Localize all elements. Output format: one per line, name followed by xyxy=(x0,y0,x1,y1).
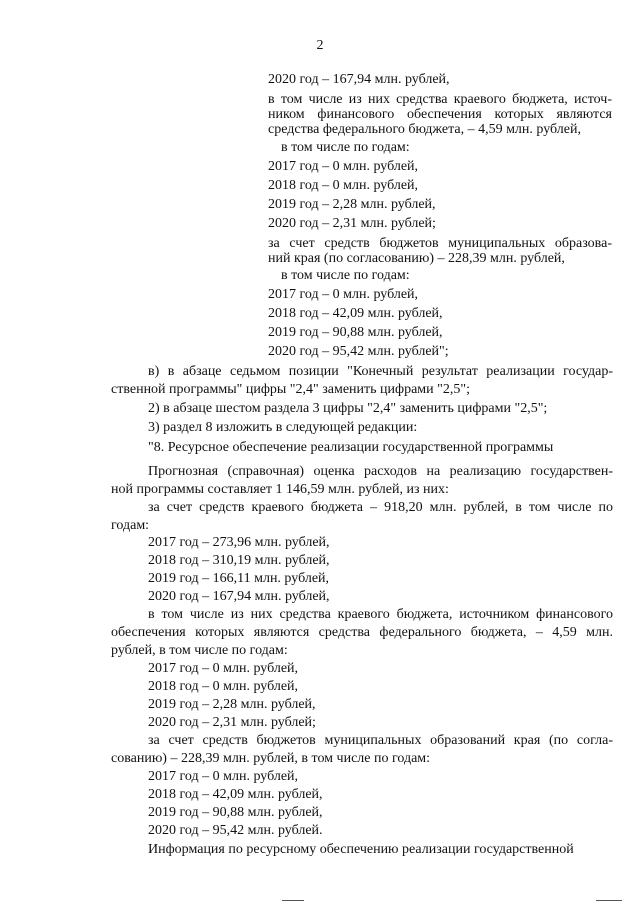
line-mun-2019: 2019 год – 90,88 млн. рублей, xyxy=(148,805,323,820)
text-line: ственной программы" цифры "2,4" заменить цифрами "2,5"; xyxy=(111,382,470,397)
line-reg-2019: 2019 год – 166,11 млн. рублей, xyxy=(148,571,330,586)
table-line-2020-total: 2020 год – 167,94 млн. рублей, xyxy=(268,72,450,87)
paragraph-regional xyxy=(111,499,613,535)
table-municipal-paragraph xyxy=(268,236,612,266)
table-line-fed-2017: 2017 год – 0 млн. рублей, xyxy=(268,159,419,174)
table-federal-line: ником финансового обеспечения которых являются xyxy=(268,107,612,122)
text-line: годам: xyxy=(111,518,150,533)
text-line: рублей, в том числе по годам: xyxy=(111,643,288,658)
line-reg-2020: 2020 год – 167,94 млн. рублей, xyxy=(148,589,330,604)
text-line: Прогнозная (справочная) оценка расходов на реализацию государствен- xyxy=(148,464,613,479)
line-fed-2017: 2017 год – 0 млн. рублей, xyxy=(148,661,299,676)
text-line: в) в абзаце седьмом позиции "Конечный результат реализации государ- xyxy=(148,364,613,379)
paragraph-federal xyxy=(111,606,613,660)
text-line: обеспечения которых являются средства федерального бюджета, – 4,59 млн. xyxy=(111,625,613,640)
table-line-fed-2020: 2020 год – 2,31 млн. рублей; xyxy=(268,216,436,231)
line-mun-2020: 2020 год – 95,42 млн. рублей. xyxy=(148,823,323,838)
table-federal-paragraph xyxy=(268,92,612,137)
line-mun-2017: 2017 год – 0 млн. рублей, xyxy=(148,769,299,784)
paragraph-item-v xyxy=(111,363,613,399)
scan-mark xyxy=(282,900,304,901)
text-line: за счет средств бюджетов муниципальных образований края (по согла- xyxy=(148,733,613,748)
line-fed-2020: 2020 год – 2,31 млн. рублей; xyxy=(148,715,316,730)
table-line-mun-2017: 2017 год – 0 млн. рублей, xyxy=(268,287,419,302)
table-line-mun-2020: 2020 год – 95,42 млн. рублей"; xyxy=(268,344,449,359)
text-line: в том числе из них средства краевого бюджета, источником финансового xyxy=(148,607,613,622)
text-line: за счет средств краевого бюджета – 918,20 млн. рублей, в том числе по xyxy=(148,500,613,515)
paragraph-item-2: 2) в абзаце шестом раздела 3 цифры "2,4" заменить цифрами "2,5"; xyxy=(148,401,548,416)
table-line-fed-2019: 2019 год – 2,28 млн. рублей, xyxy=(268,197,436,212)
text-line: ной программы составляет 1 146,59 млн. рублей, из них: xyxy=(111,482,449,497)
table-line-fed-2018: 2018 год – 0 млн. рублей, xyxy=(268,178,419,193)
paragraph-info: Информация по ресурсному обеспечению реализации государственной xyxy=(148,842,574,857)
line-reg-2017: 2017 год – 273,96 млн. рублей, xyxy=(148,535,330,550)
table-line-mun-2019: 2019 год – 90,88 млн. рублей, xyxy=(268,325,443,340)
table-federal-line: средства федерального бюджета, – 4,59 млн. рублей, xyxy=(268,122,582,137)
table-municipal-line: за счет средств бюджетов муниципальных образова- xyxy=(268,236,612,251)
section-title: "8. Ресурсное обеспечение реализации государственной программы xyxy=(148,440,554,455)
scan-mark xyxy=(596,900,622,901)
table-municipal-line: ний края (по согласованию) – 228,39 млн. рублей, xyxy=(268,251,565,266)
line-reg-2018: 2018 год – 310,19 млн. рублей, xyxy=(148,553,330,568)
paragraph-municipal xyxy=(111,732,613,768)
table-line-by-years: в том числе по годам: xyxy=(281,268,410,283)
paragraph-forecast xyxy=(111,463,613,499)
line-fed-2019: 2019 год – 2,28 млн. рублей, xyxy=(148,697,316,712)
line-fed-2018: 2018 год – 0 млн. рублей, xyxy=(148,679,299,694)
table-federal-line: в том числе из них средства краевого бюджета, источ- xyxy=(268,92,612,107)
text-line: сованию) – 228,39 млн. рублей, в том числе по годам: xyxy=(111,751,431,766)
paragraph-item-3: 3) раздел 8 изложить в следующей редакции: xyxy=(148,420,418,435)
table-line-mun-2018: 2018 год – 42,09 млн. рублей, xyxy=(268,306,443,321)
line-mun-2018: 2018 год – 42,09 млн. рублей, xyxy=(148,787,323,802)
page-number: 2 xyxy=(316,38,324,53)
table-line-by-years: в том числе по годам: xyxy=(281,140,410,155)
